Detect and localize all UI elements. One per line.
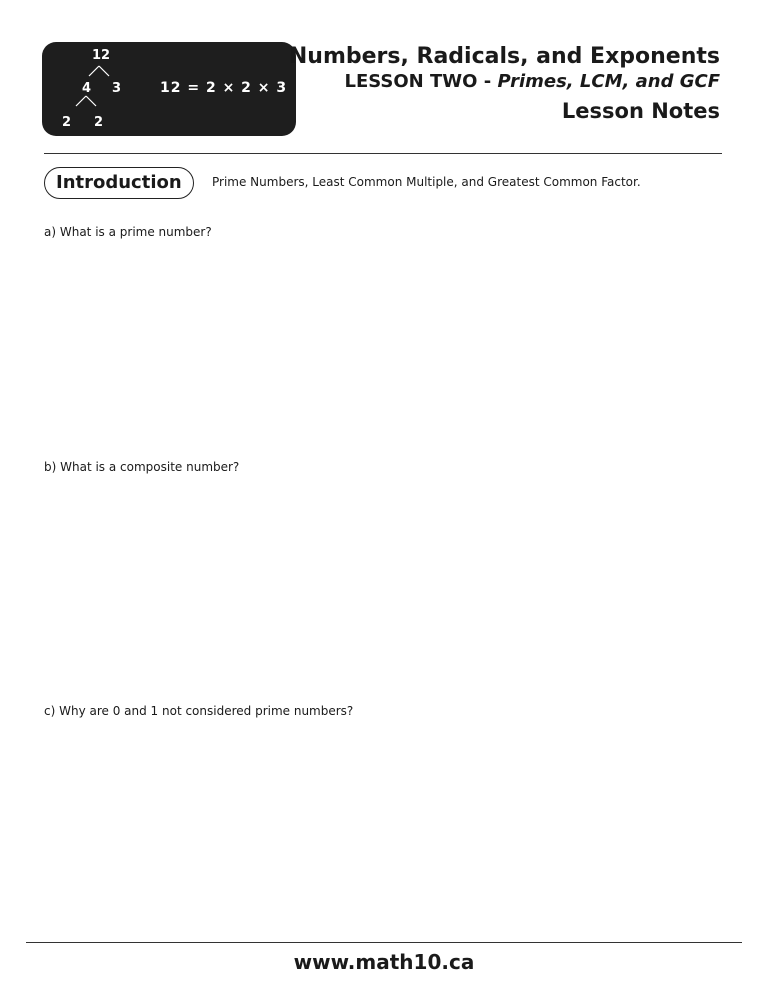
title-block — [289, 44, 720, 126]
factor-tree-right-child: 3 — [112, 81, 122, 96]
question-b: b) What is a composite number? — [44, 460, 240, 474]
unit-title: Numbers, Radicals, and Exponents — [288, 44, 720, 69]
footer-url: www.math10.ca — [293, 950, 475, 974]
question-a: a) What is a prime number? — [44, 225, 212, 239]
factor-tree-left-child: 4 — [82, 81, 92, 96]
factor-tree-banner — [42, 42, 296, 136]
header-divider — [44, 153, 722, 154]
footer-divider — [26, 942, 742, 943]
introduction-label: Introduction — [44, 167, 194, 199]
factor-tree-left-leaf: 2 — [62, 115, 72, 130]
factor-tree-right-leaf: 2 — [94, 115, 104, 130]
lesson-prefix: LESSON TWO - — [344, 71, 498, 92]
factor-tree-root: 12 — [92, 48, 111, 63]
lesson-topic: Primes, LCM, and GCF — [497, 71, 720, 92]
question-c: c) Why are 0 and 1 not considered prime numbers? — [44, 704, 354, 718]
lesson-notes-heading: Lesson Notes — [561, 99, 720, 123]
introduction-description: Prime Numbers, Least Common Multiple, and Greatest Common Factor. — [212, 175, 641, 189]
factorization-equation: 12 = 2 × 2 × 3 — [160, 80, 288, 96]
lesson-title — [289, 70, 720, 94]
